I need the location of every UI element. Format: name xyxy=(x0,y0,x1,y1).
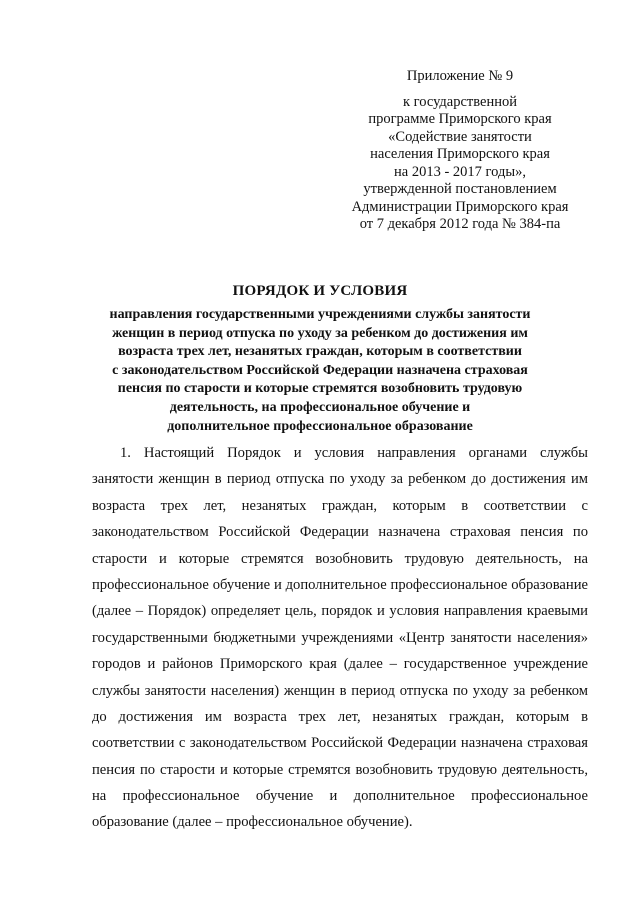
paragraph-line: до достижения им возраста трех лет, незанятых граждан, которым в xyxy=(92,708,588,725)
paragraph-line: профессиональное обучение и дополнительное профессиональное образование xyxy=(92,576,588,593)
paragraph-line: возраста трех лет, незанятых граждан, которым в соответствии с xyxy=(92,497,588,514)
paragraph-line: пенсия по старости и которые стремятся возобновить трудовую деятельность, xyxy=(92,761,588,778)
annex-line: к государственной xyxy=(402,93,517,110)
annex-line: утвержденной постановлением xyxy=(363,181,557,197)
paragraph-line: городов и районов Приморского края (далее – государственное учреждение xyxy=(92,656,588,673)
document-subtitle xyxy=(90,306,550,436)
subtitle-line: деятельность, на профессиональное обучение и xyxy=(169,399,471,415)
annex-line: «Содействие занятости xyxy=(388,128,532,145)
annex-line: программе Приморского края xyxy=(368,111,552,127)
paragraph-line: 1. Настоящий Порядок и условия направления органами службы xyxy=(120,445,588,461)
subtitle-line: дополнительное профессиональное образование xyxy=(167,418,473,434)
subtitle-line: направления государственными учреждениями службы занятости xyxy=(109,307,531,322)
paragraph-line: соответствии с законодательством Российской Федерации назначена страховая xyxy=(92,735,588,752)
paragraph-line: занятости женщин в период отпуска по уходу за ребенком до достижения им xyxy=(92,471,588,488)
document-title: ПОРЯДОК И УСЛОВИЯ xyxy=(232,283,408,299)
paragraph-line: (далее – Порядок) определяет цель, порядок и условия направления краевыми xyxy=(92,603,588,620)
annex-title: Приложение № 9 xyxy=(406,68,514,84)
paragraph-1 xyxy=(92,440,588,836)
subtitle-line: с законодательством Российской Федерации назначена страховая xyxy=(112,362,528,378)
paragraph-line: образование (далее – профессиональное обучение). xyxy=(92,814,413,831)
annex-line: Администрации Приморского края xyxy=(351,198,569,215)
annex-line: населения Приморского края xyxy=(370,146,550,162)
annex-line: от 7 декабря 2012 года № 384-па xyxy=(359,216,561,232)
paragraph-line: старости и которые стремятся возобновить трудовую деятельность, на xyxy=(92,550,588,567)
subtitle-line: женщин в период отпуска по уходу за ребенком до достижения им xyxy=(112,325,528,341)
paragraph-line: государственными бюджетными учреждениями «Центр занятости населения» xyxy=(92,629,588,646)
subtitle-line: пенсия по старости и которые стремятся возобновить трудовую xyxy=(117,381,523,397)
annex-line: на 2013 - 2017 годы», xyxy=(394,163,526,180)
paragraph-line: на профессиональное обучение и дополнительное профессиональное xyxy=(92,788,588,805)
paragraph-line: законодательством Российской Федерации назначена страховая пенсия по xyxy=(92,524,588,541)
annex-header xyxy=(330,68,590,234)
subtitle-line: возраста трех лет, незанятых граждан, которым в соответствии xyxy=(118,344,522,360)
paragraph-line: службы занятости населения) женщин в период отпуска по уходу за ребенком xyxy=(92,682,588,699)
